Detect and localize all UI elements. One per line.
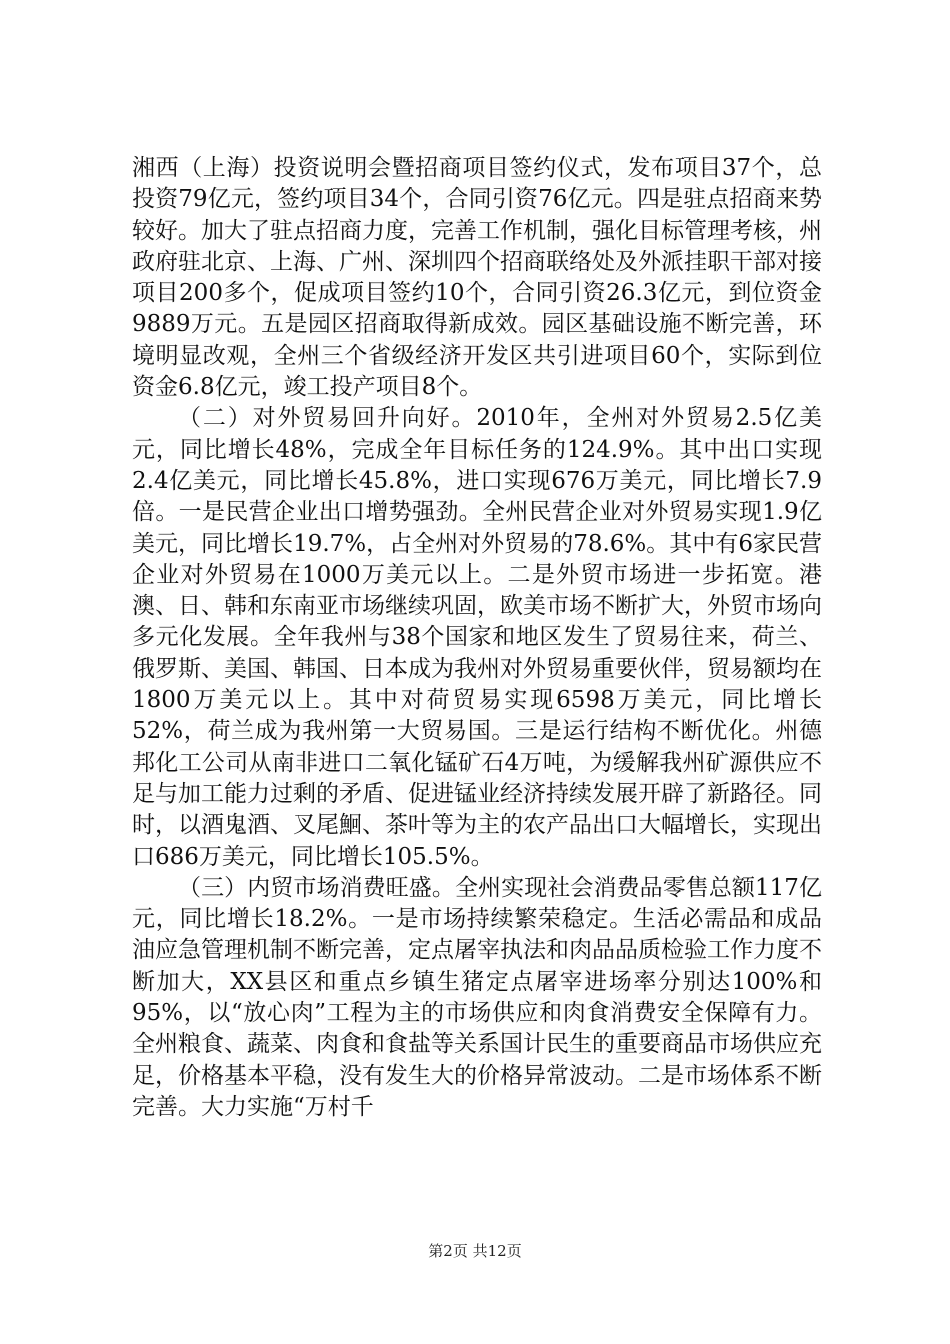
paragraph-foreign-trade: （二）对外贸易回升向好。2010年，全州对外贸易2.5亿美元，同比增长48%，完成全年目标任务的124.9%。其中出口实现2.4亿美元，同比增长45.8%，进口实现676万美元，同比增长7.9倍。一是民营企业出口增势强劲。全州民营企业对外贸易实现1.9亿美元，同比增长19.7%，占全州对外贸易的78.6%。其中有6家民营企业对外贸易在1000万美元以上。二是外贸市场进一步拓宽。港澳、日、韩和东南亚市场继续巩固，欧美市场不断扩大，外贸市场向多元化发展。全年我州与38个国家和地区发生了贸易往来，荷兰、俄罗斯、美国、韩国、日本成为我州对外贸易重要伙伴，贸易额均在1800万美元以上。其中对荷贸易实现6598万美元，同比增长52%，荷兰成为我州第一大贸易国。三是运行结构不断优化。州德邦化工公司从南非进口二氧化锰矿石4万吨，为缓解我州矿源供应不足与加工能力过剩的矛盾、促进锰业经济持续发展开辟了新路径。同时，以酒鬼酒、叉尾鮰、茶叶等为主的农产品出口大幅增长，实现出口686万美元，同比增长105.5%。 bbox=[132, 405, 822, 870]
document-body bbox=[132, 153, 822, 1123]
paragraph-domestic-trade: （三）内贸市场消费旺盛。全州实现社会消费品零售总额117亿元，同比增长18.2%。一是市场持续繁荣稳定。生活必需品和成品油应急管理机制不断完善，定点屠宰执法和肉品品质检验工作力度不断加大，XX县区和重点乡镇生猪定点屠宰进场率分别达100%和95%，以“放心肉”工程为主的市场供应和肉食消费安全保障有力。全州粮食、蔬菜、肉食和食盐等关系国计民生的重要商品市场供应充足，价格基本平稳，没有发生大的价格异常波动。二是市场体系不断完善。大力实施“万村千 bbox=[132, 874, 822, 1120]
page-number-footer: 第2页 共12页 bbox=[428, 1242, 522, 1260]
paragraph-investment: 湘西（上海）投资说明会暨招商项目签约仪式，发布项目37个，总投资79亿元，签约项目34个，合同引资76亿元。四是驻点招商来势较好。加大了驻点招商力度，完善工作机制，强化目标管理考核，州政府驻北京、上海、广州、深圳四个招商联络处及外派挂职干部对接项目200多个，促成项目签约10个，合同引资26.3亿元，到位资金9889万元。五是园区招商取得新成效。园区基础设施不断完善，环境明显改观，全州三个省级经济开发区共引进项目60个，实际到位资金6.8亿元，竣工投产项目8个。 bbox=[132, 155, 822, 401]
